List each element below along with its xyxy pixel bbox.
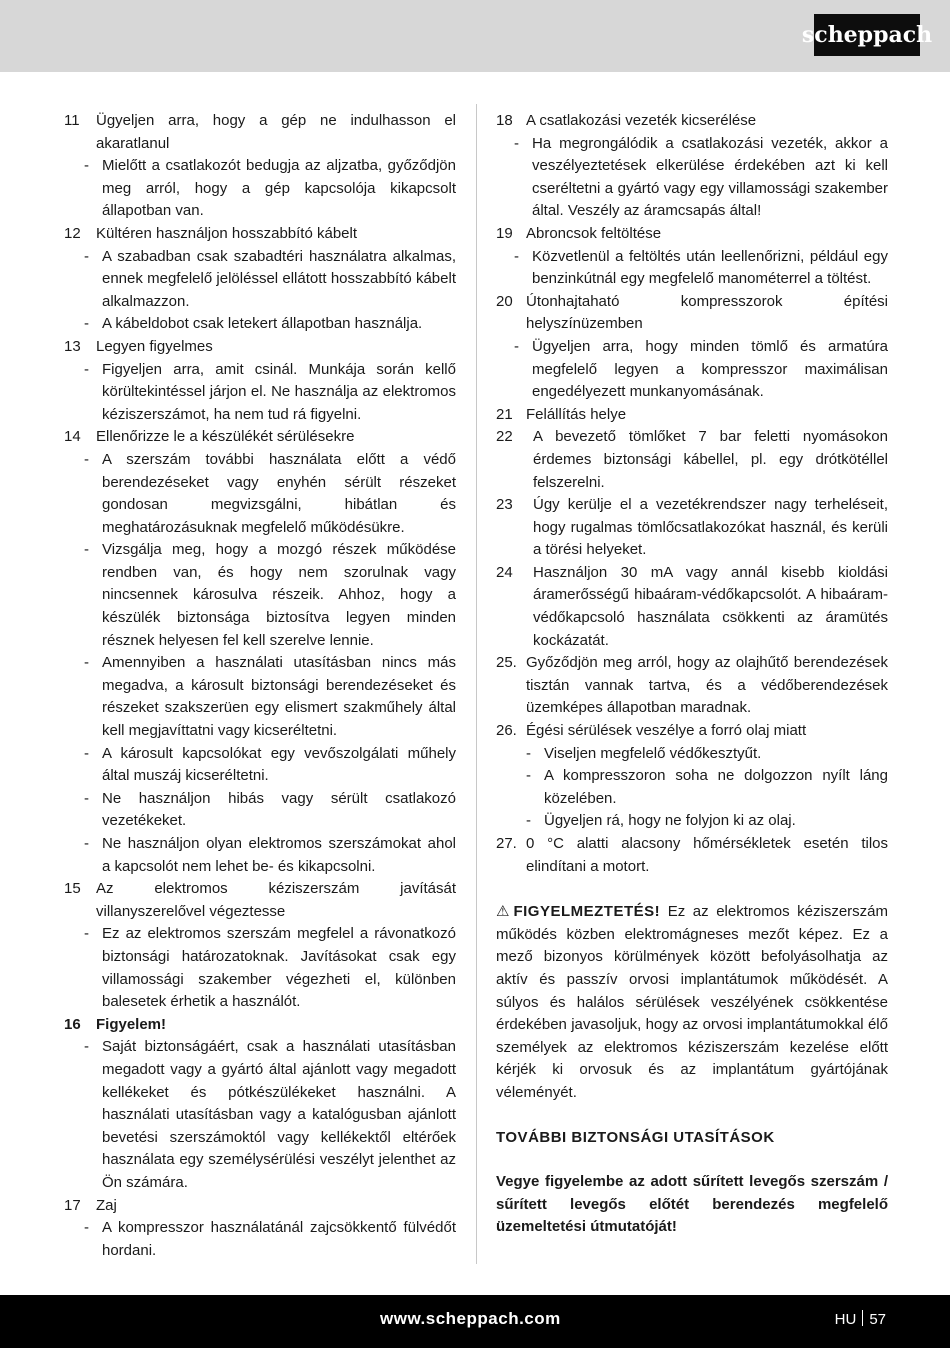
bullet-item: - Vizsgálja meg, hogy a mozgó részek működése rendben van, és hogy nem szorulnak vagy nincsennek károsulva részeik. Ahhoz, hogy a készülék biztonsága biztosítva legyen minden résznek helyesen fel kell szerelve lennie.: [84, 541, 456, 649]
left-column: [64, 110, 456, 1262]
section-number: 25.: [496, 654, 517, 672]
section-number: 27.: [496, 835, 517, 852]
bullet-item: - Ügyeljen rá, hogy ne folyjon ki az olaj.: [526, 812, 796, 830]
separator: [862, 1310, 863, 1326]
website-link[interactable]: www.scheppach.com: [380, 1309, 561, 1328]
section-number: 12: [64, 224, 81, 242]
section-15: [64, 878, 456, 923]
section-23: [496, 494, 888, 562]
warning-title: FIGYELMEZTETÉS!: [513, 903, 661, 921]
section-text: 0 °C alatti alacsony hőmérsékletek esetén tilos elindítani a motort.: [526, 835, 888, 875]
section-title: Legyen figyelmes: [96, 337, 213, 355]
section-14: [64, 426, 456, 449]
warning-block: [496, 901, 888, 1104]
bold-note: Vegye figyelembe az adott sűrített levegős szerszám / sűrített levegős előtét berendezés megfelelő üzemeltetési útmutatóját!: [496, 1173, 888, 1236]
bullet-item: - A kompresszor használatánál zajcsökkentő fülvédőt hordani.: [84, 1219, 456, 1259]
bullet-item: - A kompresszoron soha ne dolgozzon nyílt láng közelében.: [526, 767, 888, 807]
section-title: Ellenőrizze le a készülékét sérülésekre: [96, 428, 355, 446]
section-text: Győződjön meg arról, hogy az olajhűtő berendezések tisztán vannak tartva, és a védőberendezések üzemképes állapotban maradnak.: [526, 654, 888, 717]
bullet-item: - Ügyeljen arra, hogy minden tömlő és armatúra megfelelő legyen a kompresszor maximálisan engedélyezett munkanyomásának.: [514, 337, 888, 401]
section-title: Figyelem!: [96, 1015, 167, 1033]
warning-text: Ez az elektromos kéziszerszám működés közben elektromágneses mezőt képez. Ez a mező bizonyos körülmények között befolyásolhatja az aktív és passzív orvosi implantátumok működését. A súlyos és halálos sérülések veszélyének csökkentése érdekében javasoljuk, hogy az orvosi implantátumokkal élő személyek az elektromos kéziszerszám kezelése előtt kérjék ki orvosuk és az implantátum gyártójának véleményét.: [496, 903, 888, 1101]
bullet-item: - Figyeljen arra, amit csinál. Munkája során kellő körültekintéssel járjon el. Ne használja az elektromos kéziszerszámot, ha nem tud rá figyelni.: [84, 360, 456, 423]
bullet-item: - A szabadban csak szabadtéri használatra alkalmas, ennek megfelelő jelöléssel ellátott hosszabbító kábelt alkalmazzon.: [84, 247, 456, 310]
page-header: [0, 0, 950, 72]
bullet-item: - A kábeldobot csak letekert állapotban használja.: [84, 315, 423, 333]
bullet-item: - A károsult kapcsolókat egy vevőszolgálati műhely által muszáj kicseréltetni.: [84, 744, 456, 785]
section-heading: TOVÁBBI BIZTONSÁGI UTASÍTÁSOK: [496, 1128, 775, 1146]
section-text: Úgy kerülje el a vezetékrendszer nagy terheléseit, hogy rugalmas tömlőcsatlakozókat használ, és kerüli a törési helyeket.: [533, 496, 888, 559]
column-divider: [476, 104, 477, 1264]
bullet-item: - A szerszám további használata előtt a védő berendezéseket vagy enyhén sérült részeket gondosan megvizsgálni, hibátlan és meghatározásuknak megfelelő működésükre.: [84, 450, 456, 536]
bullet-item: - Saját biztonságáért, csak a használati utasításban megadott vagy a gyártó által ajánlott vagy megadott kellékeket és pótkészülékeket használni. A használati utasításban vagy a katalógusban ajánlott bevetési szerszámoktól vagy kellékektől eltérőek használata egy személysérülési veszélyt jelenthet az Ön számára.: [84, 1038, 456, 1191]
section-text: Használjon 30 mA vagy annál kisebb kioldási áramerősségű hibaáram-védőkapcsolót. A hibaáram-védőkapcsoló használata csökkenti az áramütés kockázatát.: [533, 563, 888, 649]
section-11: [64, 110, 456, 155]
section-13: [64, 336, 456, 359]
section-number: 17: [64, 1196, 81, 1214]
section-number: 16: [64, 1015, 81, 1033]
section-number: 19: [496, 224, 513, 242]
section-title: Felállítás helye: [526, 405, 627, 423]
section-18: [496, 110, 888, 133]
page-indicator: [835, 1310, 886, 1328]
section-title: Abroncsok feltöltése: [526, 224, 662, 242]
page-number: 57: [869, 1311, 886, 1328]
section-number: 14: [64, 428, 81, 446]
section-27: [496, 833, 888, 878]
section-title: Égési sérülések veszélye a forró olaj miatt: [526, 722, 807, 740]
section-19: [496, 223, 888, 246]
section-number: 26.: [496, 722, 517, 740]
bullet-item: - Amennyiben a használati utasításban nincs más megadva, a károsult biztonsági berendezéseket és részeket szakszerüen egy elismert szakműhely által kell megjavíttatni vagy kicseréltetni.: [84, 654, 456, 740]
right-column: [496, 110, 888, 1239]
section-title: A csatlakozási vezeték kicserélése: [526, 112, 757, 129]
section-21: [496, 404, 888, 427]
section-title: Ügyeljen arra, hogy a gép ne indulhasson el akaratlanul: [96, 112, 456, 152]
bullet-item: - Ne használjon hibás vagy sérült csatlakozó vezetékeket.: [84, 789, 456, 830]
bullet-item: - Mielőtt a csatlakozót bedugja az aljzatba, győződjön meg arról, hogy a gép kapcsolója kikapcsolt állapotban van.: [84, 157, 456, 220]
section-number: 11: [64, 112, 80, 129]
section-22: [496, 426, 888, 494]
bullet-item: - Ha megrongálódik a csatlakozási vezeték, akkor a veszélyeztetések elkerülése érdekében azt ki kell cseréltetni a gyártó vagy egy villamossági szakember által. Veszély az áramcsapás által!: [514, 134, 888, 220]
page-footer: [0, 1295, 950, 1348]
section-number: 18: [496, 112, 513, 129]
section-number: 15: [64, 880, 81, 898]
bullet-item: - Ne használjon olyan elektromos szerszámokat ahol a kapcsolót nem lehet be- és kikapcsolni.: [84, 835, 456, 875]
section-number: 23: [496, 496, 513, 514]
section-title: Kültéren használjon hosszabbító kábelt: [96, 224, 358, 242]
section-12: [64, 223, 456, 246]
warning-triangle-icon: ⚠: [496, 903, 510, 921]
section-text: A bevezető tömlőket 7 bar feletti nyomásokon érdemes biztonsági kábellel, pl. egy drótkötéllel felszerelni.: [533, 428, 888, 491]
section-number: 20: [496, 292, 513, 310]
section-title: Útonhajtaható kompresszorok építési helyszínüzemben: [526, 292, 888, 333]
language-code: HU: [834, 1311, 857, 1328]
section-17: [64, 1195, 456, 1218]
section-20: [496, 291, 888, 336]
section-26: [496, 720, 888, 743]
bullet-item: - Ez az elektromos szerszám megfelel a rávonatkozó biztonsági határozatoknak. Javításokat csak egy villamossági szakember végezheti el, különben balesetek érhetik a használót.: [84, 925, 456, 1011]
section-number: 22: [496, 428, 513, 446]
section-25: [496, 652, 888, 720]
bullet-item: - Közvetlenül a feltöltés után leellenőrizni, például egy benzinkútnál egy megfelelő manométerrel a töltést.: [514, 247, 888, 288]
section-16: [64, 1014, 456, 1037]
bullet-item: - Viseljen megfelelő védőkesztyűt.: [526, 744, 762, 762]
section-number: 21: [496, 405, 513, 423]
section-24: [496, 562, 888, 652]
section-title: Az elektromos kéziszerszám javítását villanyszerelővel végeztesse: [96, 880, 456, 920]
section-number: 13: [64, 337, 81, 355]
scheppach-logo: scheppach: [814, 14, 920, 56]
section-title: Zaj: [96, 1196, 117, 1214]
section-number: 24: [496, 563, 513, 581]
